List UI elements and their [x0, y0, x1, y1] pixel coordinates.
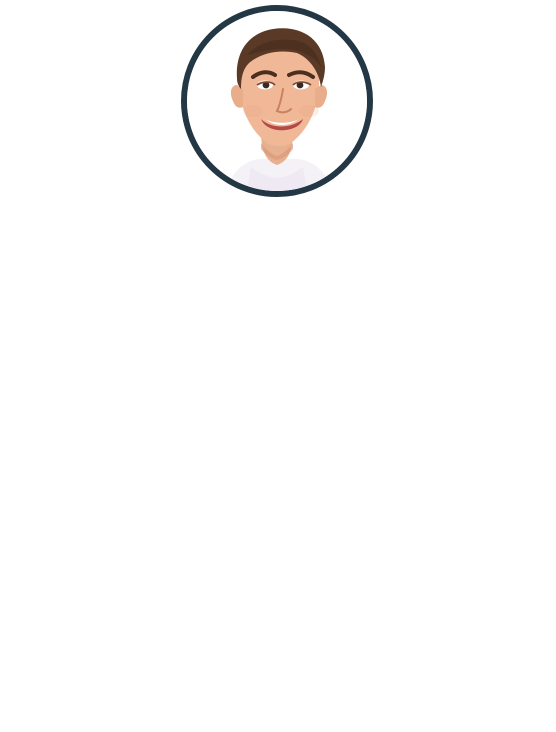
- person-portrait-icon: [187, 11, 367, 191]
- avatar-ring: [181, 5, 373, 197]
- avatar: [181, 5, 373, 197]
